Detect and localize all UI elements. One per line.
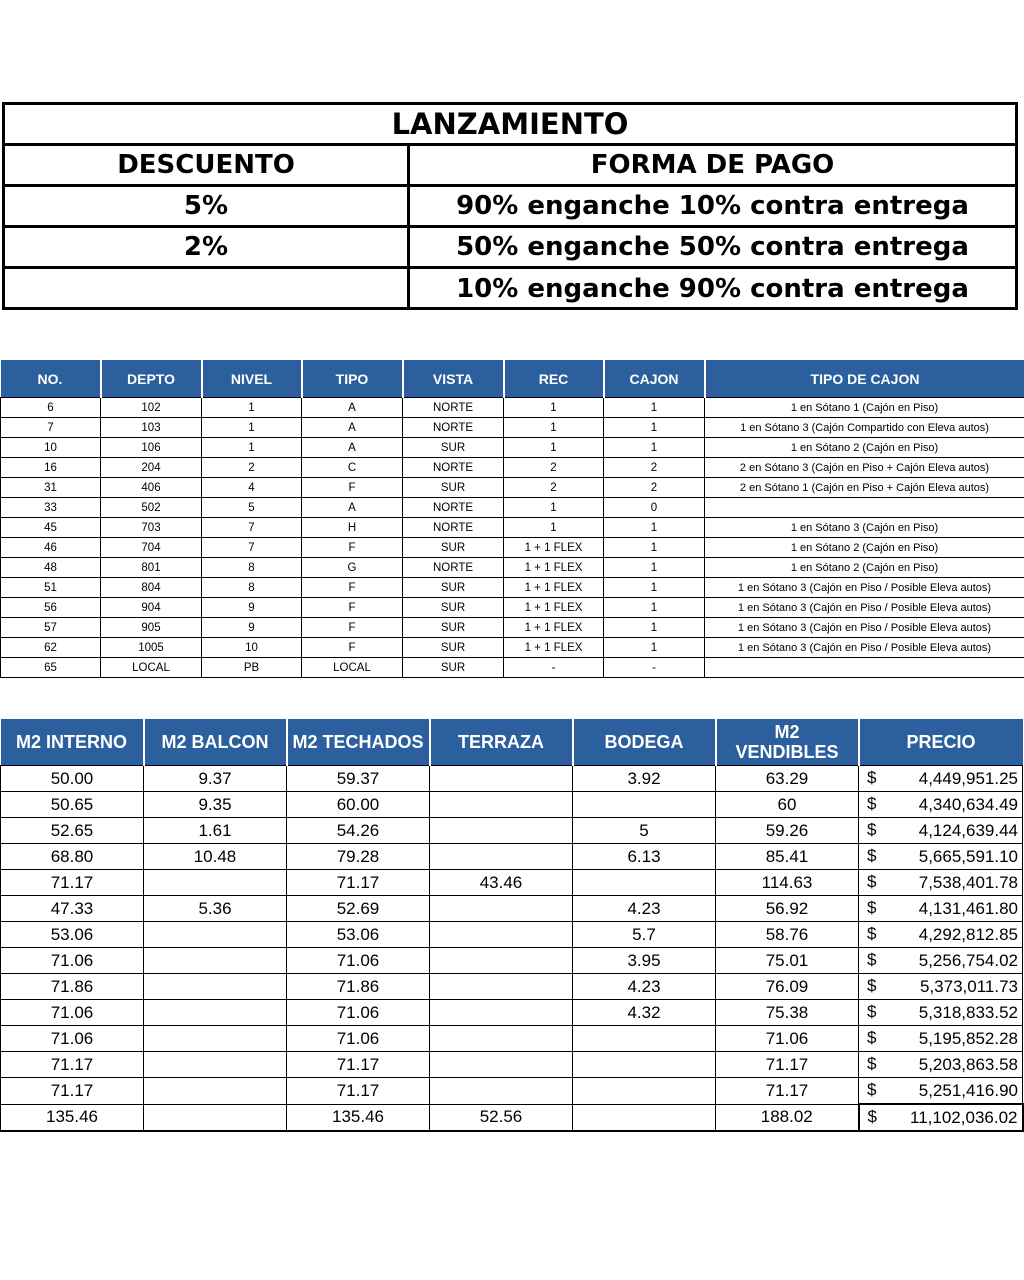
table-cell: 1 bbox=[202, 398, 302, 418]
table-cell: 3.95 bbox=[573, 948, 716, 974]
table-cell: 9 bbox=[202, 618, 302, 638]
table-cell bbox=[430, 948, 573, 974]
areas-column-header: M2 VENDIBLES bbox=[716, 719, 859, 766]
price-value: 5,203,863.58 bbox=[918, 1054, 1018, 1074]
table-cell bbox=[430, 792, 573, 818]
currency-symbol: $ bbox=[867, 976, 877, 995]
price-cell bbox=[859, 870, 1023, 896]
table-cell: 9.35 bbox=[144, 792, 287, 818]
table-cell: 56 bbox=[1, 598, 101, 618]
price-value: 4,340,634.49 bbox=[918, 794, 1018, 814]
table-cell: 60 bbox=[716, 792, 859, 818]
price-cell bbox=[859, 844, 1023, 870]
table-cell: 85.41 bbox=[716, 844, 859, 870]
table-cell: 188.02 bbox=[716, 1104, 859, 1131]
launch-row bbox=[5, 269, 1015, 308]
table-cell bbox=[705, 658, 1024, 678]
table-row bbox=[1, 1026, 1023, 1052]
price-cell bbox=[859, 922, 1023, 948]
payment-cell: 50% enganche 50% contra entrega bbox=[456, 232, 969, 262]
table-cell: 204 bbox=[101, 458, 202, 478]
payment-header: FORMA DE PAGO bbox=[590, 150, 835, 180]
table-cell: A bbox=[302, 438, 403, 458]
table-cell: 1 en Sótano 3 (Cajón en Piso) bbox=[705, 518, 1024, 538]
areas-column-header: M2 INTERNO bbox=[1, 719, 144, 766]
table-row bbox=[1, 1104, 1023, 1131]
table-cell: 6 bbox=[1, 398, 101, 418]
currency-symbol: $ bbox=[867, 1054, 877, 1073]
table-cell bbox=[144, 1104, 287, 1131]
table-cell: 1 bbox=[604, 398, 705, 418]
table-cell: 71.17 bbox=[287, 1078, 430, 1105]
table-cell: 1 en Sótano 3 (Cajón en Piso / Posible Eleva autos) bbox=[705, 578, 1024, 598]
price-value: 5,318,833.52 bbox=[918, 1002, 1018, 1022]
table-cell: F bbox=[302, 578, 403, 598]
table-cell: 1 bbox=[604, 418, 705, 438]
table-cell: 704 bbox=[101, 538, 202, 558]
table-cell: 1 en Sótano 2 (Cajón en Piso) bbox=[705, 558, 1024, 578]
table-cell: 1 + 1 FLEX bbox=[504, 558, 604, 578]
price-value: 5,373,011.73 bbox=[920, 976, 1018, 996]
table-cell: 1 en Sótano 3 (Cajón en Piso / Posible Eleva autos) bbox=[705, 618, 1024, 638]
table-cell bbox=[573, 1026, 716, 1052]
table-cell: 68.80 bbox=[1, 844, 144, 870]
table-cell: 1 bbox=[604, 598, 705, 618]
table-cell bbox=[430, 974, 573, 1000]
table-cell: 135.46 bbox=[287, 1104, 430, 1131]
table-cell bbox=[144, 1052, 287, 1078]
table-cell: 71.06 bbox=[287, 1026, 430, 1052]
table-cell: 45 bbox=[1, 518, 101, 538]
table-row bbox=[1, 498, 1024, 518]
discount-header: DESCUENTO bbox=[5, 146, 410, 184]
table-cell: 1 + 1 FLEX bbox=[504, 638, 604, 658]
table-cell bbox=[144, 948, 287, 974]
table-cell: 1 en Sótano 2 (Cajón en Piso) bbox=[705, 538, 1024, 558]
table-cell: 8 bbox=[202, 578, 302, 598]
table-row bbox=[1, 518, 1024, 538]
discount-cell: 2% bbox=[5, 228, 410, 266]
table-cell: 801 bbox=[101, 558, 202, 578]
table-cell: 1 bbox=[604, 438, 705, 458]
table-cell: H bbox=[302, 518, 403, 538]
table-cell: 54.26 bbox=[287, 818, 430, 844]
table-cell: F bbox=[302, 538, 403, 558]
table-cell: 1 en Sótano 1 (Cajón en Piso) bbox=[705, 398, 1024, 418]
table-cell bbox=[430, 818, 573, 844]
table-cell bbox=[144, 974, 287, 1000]
table-cell: 1 en Sótano 3 (Cajón en Piso / Posible Eleva autos) bbox=[705, 598, 1024, 618]
launch-row bbox=[5, 228, 1015, 269]
table-cell: 102 bbox=[101, 398, 202, 418]
table-cell bbox=[573, 792, 716, 818]
table-cell: 71.06 bbox=[1, 1000, 144, 1026]
table-row bbox=[1, 578, 1024, 598]
table-row bbox=[1, 818, 1023, 844]
table-cell: 4.23 bbox=[573, 974, 716, 1000]
table-cell bbox=[144, 1000, 287, 1026]
table-cell: 703 bbox=[101, 518, 202, 538]
table-cell: 5.36 bbox=[144, 896, 287, 922]
table-row bbox=[1, 896, 1023, 922]
table-row bbox=[1, 766, 1023, 792]
table-cell: 71.17 bbox=[716, 1078, 859, 1105]
table-cell: 71.86 bbox=[287, 974, 430, 1000]
price-cell bbox=[859, 896, 1023, 922]
table-cell: 804 bbox=[101, 578, 202, 598]
table-cell: 1 bbox=[504, 418, 604, 438]
currency-symbol: $ bbox=[867, 1028, 877, 1047]
price-value: 5,665,591.10 bbox=[918, 846, 1018, 866]
table-row bbox=[1, 598, 1024, 618]
table-cell: 905 bbox=[101, 618, 202, 638]
areas-column-header: M2 BALCON bbox=[144, 719, 287, 766]
table-cell: 1 bbox=[202, 438, 302, 458]
table-cell: 2 en Sótano 1 (Cajón en Piso + Cajón Eleva autos) bbox=[705, 478, 1024, 498]
table-cell bbox=[430, 922, 573, 948]
table-cell: 16 bbox=[1, 458, 101, 478]
units-column-header: VISTA bbox=[403, 360, 504, 398]
currency-symbol: $ bbox=[867, 794, 877, 813]
table-cell: 53.06 bbox=[1, 922, 144, 948]
table-cell: 50.65 bbox=[1, 792, 144, 818]
table-cell: 1 + 1 FLEX bbox=[504, 618, 604, 638]
table-cell: 1 bbox=[504, 498, 604, 518]
table-cell: 1 bbox=[202, 418, 302, 438]
table-cell: 63.29 bbox=[716, 766, 859, 792]
table-cell: 75.01 bbox=[716, 948, 859, 974]
launch-header-row bbox=[5, 146, 1015, 187]
table-cell: 1 bbox=[504, 398, 604, 418]
table-cell: 71.17 bbox=[1, 870, 144, 896]
table-cell: 59.37 bbox=[287, 766, 430, 792]
table-row bbox=[1, 638, 1024, 658]
price-cell bbox=[859, 766, 1023, 792]
table-cell: 56.92 bbox=[716, 896, 859, 922]
payment-cell: 90% enganche 10% contra entrega bbox=[456, 191, 969, 221]
table-row bbox=[1, 948, 1023, 974]
table-cell: 2 bbox=[202, 458, 302, 478]
currency-symbol: $ bbox=[867, 924, 877, 943]
table-row bbox=[1, 458, 1024, 478]
table-cell: SUR bbox=[403, 438, 504, 458]
table-cell: 71.17 bbox=[1, 1052, 144, 1078]
table-cell: 1 bbox=[604, 518, 705, 538]
table-cell: SUR bbox=[403, 658, 504, 678]
units-column-header: TIPO bbox=[302, 360, 403, 398]
discount-cell: 5% bbox=[5, 187, 410, 225]
price-value: 5,195,852.28 bbox=[918, 1028, 1018, 1048]
units-column-header: CAJON bbox=[604, 360, 705, 398]
table-cell bbox=[430, 1078, 573, 1105]
currency-symbol: $ bbox=[867, 1107, 877, 1126]
table-cell: 1 en Sótano 3 (Cajón Compartido con Eleva autos) bbox=[705, 418, 1024, 438]
table-cell: 76.09 bbox=[716, 974, 859, 1000]
table-cell: - bbox=[504, 658, 604, 678]
table-cell: 1 bbox=[504, 518, 604, 538]
table-cell: 43.46 bbox=[430, 870, 573, 896]
discount-cell bbox=[5, 269, 410, 308]
table-cell: 106 bbox=[101, 438, 202, 458]
price-cell bbox=[859, 1026, 1023, 1052]
table-cell: 48 bbox=[1, 558, 101, 578]
areas-column-header: M2 TECHADOS bbox=[287, 719, 430, 766]
table-cell: 46 bbox=[1, 538, 101, 558]
areas-header-row bbox=[1, 719, 1023, 766]
table-cell: 33 bbox=[1, 498, 101, 518]
table-cell: 71.17 bbox=[716, 1052, 859, 1078]
table-cell: 10 bbox=[202, 638, 302, 658]
currency-symbol: $ bbox=[867, 846, 877, 865]
price-cell bbox=[859, 792, 1023, 818]
price-value: 11,102,036.02 bbox=[910, 1107, 1018, 1127]
table-cell: 50.00 bbox=[1, 766, 144, 792]
table-cell: 52.56 bbox=[430, 1104, 573, 1131]
price-cell bbox=[859, 818, 1023, 844]
price-cell bbox=[859, 974, 1023, 1000]
table-row bbox=[1, 1052, 1023, 1078]
table-cell: A bbox=[302, 418, 403, 438]
table-row bbox=[1, 478, 1024, 498]
table-cell: 71.17 bbox=[287, 1052, 430, 1078]
launch-row bbox=[5, 187, 1015, 228]
price-cell bbox=[859, 1104, 1023, 1131]
price-value: 4,292,812.85 bbox=[918, 924, 1018, 944]
table-cell: SUR bbox=[403, 598, 504, 618]
table-cell: 71.17 bbox=[287, 870, 430, 896]
table-cell: A bbox=[302, 398, 403, 418]
table-row bbox=[1, 922, 1023, 948]
table-cell: 9 bbox=[202, 598, 302, 618]
units-column-header: REC bbox=[504, 360, 604, 398]
price-value: 4,131,461.80 bbox=[918, 898, 1018, 918]
table-cell: 1 bbox=[504, 438, 604, 458]
table-cell: SUR bbox=[403, 538, 504, 558]
table-cell bbox=[430, 766, 573, 792]
table-cell bbox=[573, 1104, 716, 1131]
table-cell: 103 bbox=[101, 418, 202, 438]
table-cell: LOCAL bbox=[101, 658, 202, 678]
areas-column-header: PRECIO bbox=[859, 719, 1023, 766]
table-row bbox=[1, 792, 1023, 818]
table-cell: 8 bbox=[202, 558, 302, 578]
price-value: 4,124,639.44 bbox=[918, 820, 1018, 840]
table-cell: 904 bbox=[101, 598, 202, 618]
units-column-header: NIVEL bbox=[202, 360, 302, 398]
table-cell: 10.48 bbox=[144, 844, 287, 870]
table-cell: 3.92 bbox=[573, 766, 716, 792]
table-cell bbox=[573, 1052, 716, 1078]
table-cell: 7 bbox=[202, 538, 302, 558]
table-row bbox=[1, 558, 1024, 578]
table-cell bbox=[430, 1026, 573, 1052]
table-cell: NORTE bbox=[403, 498, 504, 518]
table-cell: 1 + 1 FLEX bbox=[504, 598, 604, 618]
table-cell: 2 bbox=[504, 478, 604, 498]
table-row bbox=[1, 1078, 1023, 1105]
price-value: 4,449,951.25 bbox=[918, 768, 1018, 788]
table-cell bbox=[144, 870, 287, 896]
currency-symbol: $ bbox=[867, 768, 877, 787]
payment-cell: 10% enganche 90% contra entrega bbox=[456, 273, 969, 304]
table-cell: 52.69 bbox=[287, 896, 430, 922]
units-column-header: NO. bbox=[1, 360, 101, 398]
table-cell: NORTE bbox=[403, 418, 504, 438]
table-cell: - bbox=[604, 658, 705, 678]
areas-column-header: TERRAZA bbox=[430, 719, 573, 766]
table-cell: F bbox=[302, 638, 403, 658]
table-cell bbox=[144, 922, 287, 948]
table-cell: 7 bbox=[1, 418, 101, 438]
currency-symbol: $ bbox=[867, 950, 877, 969]
table-cell: F bbox=[302, 598, 403, 618]
table-cell: NORTE bbox=[403, 558, 504, 578]
table-row bbox=[1, 844, 1023, 870]
table-row bbox=[1, 618, 1024, 638]
table-cell: F bbox=[302, 478, 403, 498]
table-cell: SUR bbox=[403, 578, 504, 598]
currency-symbol: $ bbox=[867, 872, 877, 891]
table-cell: 2 bbox=[604, 478, 705, 498]
table-cell bbox=[573, 1078, 716, 1105]
areas-column-header: BODEGA bbox=[573, 719, 716, 766]
table-cell: 65 bbox=[1, 658, 101, 678]
table-cell bbox=[430, 1052, 573, 1078]
table-cell bbox=[144, 1026, 287, 1052]
table-cell: 51 bbox=[1, 578, 101, 598]
table-cell: SUR bbox=[403, 618, 504, 638]
table-cell: 71.06 bbox=[1, 948, 144, 974]
table-cell: 1 bbox=[604, 618, 705, 638]
table-cell: 1 bbox=[604, 638, 705, 658]
table-cell: 4 bbox=[202, 478, 302, 498]
table-cell: 1005 bbox=[101, 638, 202, 658]
launch-title: LANZAMIENTO bbox=[5, 105, 1015, 146]
table-cell: A bbox=[302, 498, 403, 518]
currency-symbol: $ bbox=[867, 1080, 877, 1099]
table-cell: 1 en Sótano 2 (Cajón en Piso) bbox=[705, 438, 1024, 458]
table-cell: 7 bbox=[202, 518, 302, 538]
areas-price-table bbox=[0, 719, 1024, 1132]
table-cell: 2 en Sótano 3 (Cajón en Piso + Cajón Eleva autos) bbox=[705, 458, 1024, 478]
table-cell: 71.06 bbox=[287, 1000, 430, 1026]
table-cell: 71.17 bbox=[1, 1078, 144, 1105]
table-cell: 31 bbox=[1, 478, 101, 498]
table-row bbox=[1, 418, 1024, 438]
table-cell: 71.06 bbox=[287, 948, 430, 974]
table-row bbox=[1, 870, 1023, 896]
units-column-header: TIPO DE CAJON bbox=[705, 360, 1024, 398]
table-cell: 62 bbox=[1, 638, 101, 658]
table-cell: 2 bbox=[504, 458, 604, 478]
table-cell: NORTE bbox=[403, 518, 504, 538]
table-cell: 0 bbox=[604, 498, 705, 518]
table-cell: 1 en Sótano 3 (Cajón en Piso / Posible Eleva autos) bbox=[705, 638, 1024, 658]
table-cell: 1 bbox=[604, 538, 705, 558]
table-cell bbox=[573, 870, 716, 896]
table-cell: 59.26 bbox=[716, 818, 859, 844]
table-cell: 9.37 bbox=[144, 766, 287, 792]
table-cell: 71.06 bbox=[716, 1026, 859, 1052]
units-header-row bbox=[1, 360, 1024, 398]
table-cell: PB bbox=[202, 658, 302, 678]
table-cell: 1 + 1 FLEX bbox=[504, 578, 604, 598]
table-cell: 47.33 bbox=[1, 896, 144, 922]
table-cell bbox=[430, 896, 573, 922]
table-cell: 4.32 bbox=[573, 1000, 716, 1026]
table-cell: 1 + 1 FLEX bbox=[504, 538, 604, 558]
table-cell: LOCAL bbox=[302, 658, 403, 678]
table-cell: 71.06 bbox=[1, 1026, 144, 1052]
price-value: 5,256,754.02 bbox=[918, 950, 1018, 970]
table-cell: 60.00 bbox=[287, 792, 430, 818]
table-cell: 57 bbox=[1, 618, 101, 638]
table-cell: 406 bbox=[101, 478, 202, 498]
table-cell: 1.61 bbox=[144, 818, 287, 844]
table-row bbox=[1, 398, 1024, 418]
table-cell: NORTE bbox=[403, 458, 504, 478]
launch-table bbox=[2, 102, 1018, 310]
table-cell: 79.28 bbox=[287, 844, 430, 870]
table-cell: SUR bbox=[403, 638, 504, 658]
table-row bbox=[1, 538, 1024, 558]
table-cell bbox=[430, 844, 573, 870]
price-value: 5,251,416.90 bbox=[918, 1080, 1018, 1100]
table-cell: 75.38 bbox=[716, 1000, 859, 1026]
table-row bbox=[1, 438, 1024, 458]
table-cell: NORTE bbox=[403, 398, 504, 418]
currency-symbol: $ bbox=[867, 898, 877, 917]
table-cell: C bbox=[302, 458, 403, 478]
table-cell: F bbox=[302, 618, 403, 638]
table-cell: 1 bbox=[604, 558, 705, 578]
table-row bbox=[1, 1000, 1023, 1026]
table-cell: 5.7 bbox=[573, 922, 716, 948]
table-cell: 71.86 bbox=[1, 974, 144, 1000]
currency-symbol: $ bbox=[867, 820, 877, 839]
table-cell: 2 bbox=[604, 458, 705, 478]
table-row bbox=[1, 658, 1024, 678]
table-cell bbox=[430, 1000, 573, 1026]
table-cell: 135.46 bbox=[1, 1104, 144, 1131]
table-cell: 5 bbox=[573, 818, 716, 844]
units-table bbox=[0, 360, 1024, 678]
table-cell: 114.63 bbox=[716, 870, 859, 896]
price-value: 7,538,401.78 bbox=[918, 872, 1018, 892]
table-cell: 1 bbox=[604, 578, 705, 598]
table-cell: 52.65 bbox=[1, 818, 144, 844]
table-cell: 58.76 bbox=[716, 922, 859, 948]
table-row bbox=[1, 974, 1023, 1000]
table-cell: 4.23 bbox=[573, 896, 716, 922]
table-cell: 5 bbox=[202, 498, 302, 518]
price-cell bbox=[859, 948, 1023, 974]
table-cell: G bbox=[302, 558, 403, 578]
units-column-header: DEPTO bbox=[101, 360, 202, 398]
table-cell: 10 bbox=[1, 438, 101, 458]
table-cell bbox=[144, 1078, 287, 1105]
table-cell: SUR bbox=[403, 478, 504, 498]
table-cell: 53.06 bbox=[287, 922, 430, 948]
table-cell: 6.13 bbox=[573, 844, 716, 870]
table-cell: 502 bbox=[101, 498, 202, 518]
price-cell bbox=[859, 1078, 1023, 1105]
currency-symbol: $ bbox=[867, 1002, 877, 1021]
table-cell bbox=[705, 498, 1024, 518]
price-cell bbox=[859, 1052, 1023, 1078]
price-cell bbox=[859, 1000, 1023, 1026]
